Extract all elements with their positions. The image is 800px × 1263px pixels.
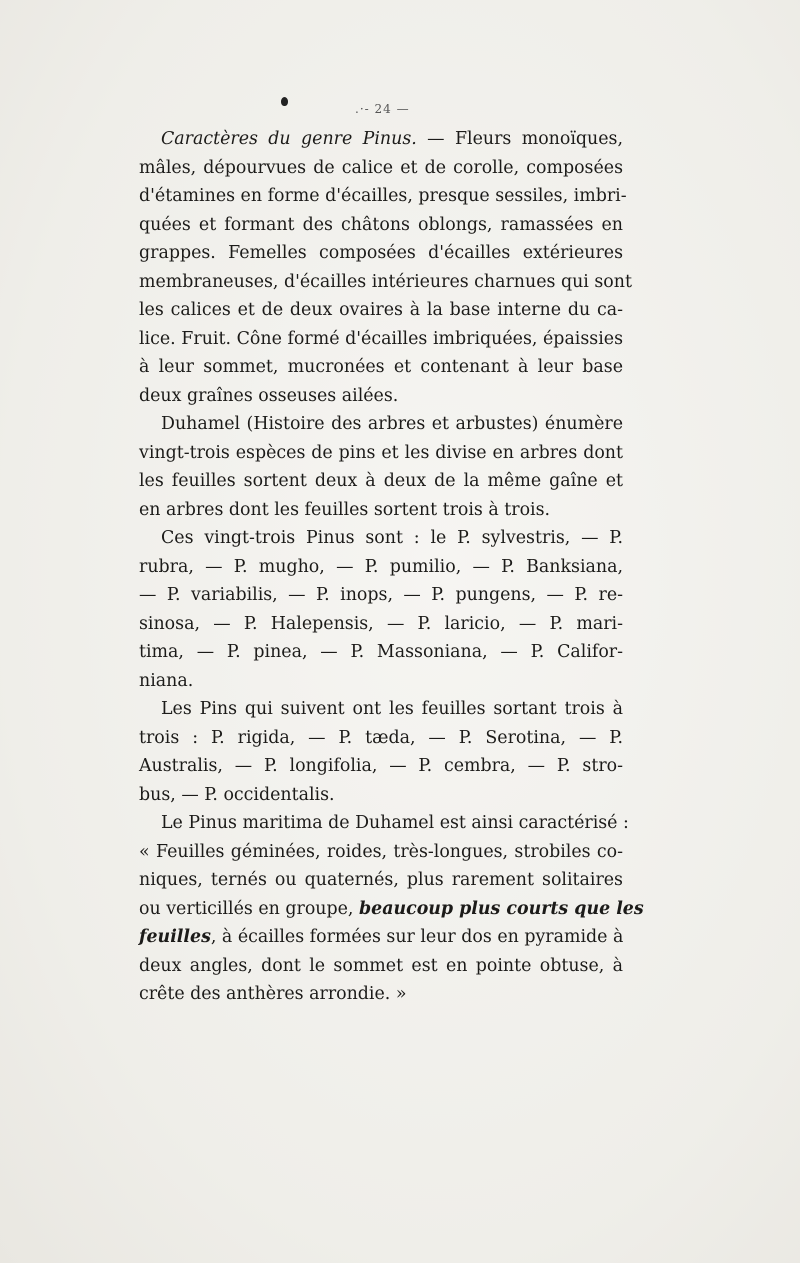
- text-line: tima, — P. pinea, — P. Massoniana, — P. Califor-: [139, 642, 623, 662]
- text-line: « Feuilles géminées, roides, très-longues, strobiles co-: [139, 841, 623, 862]
- text-line: Les Pins qui suivent ont les feuilles sortant trois à: [161, 699, 623, 719]
- text-line: sinosa, — P. Halepensis, — P. laricio, — P. mari-: [139, 613, 623, 634]
- paragraph-maritima: [139, 809, 644, 1009]
- text-line: Ces vingt-trois Pinus sont : le P. sylvestris, — P.: [161, 528, 623, 548]
- text-line: les calices et de deux ovaires à la base interne du ca-: [139, 300, 623, 320]
- body-text: [139, 125, 644, 1009]
- text-line: Duhamel (Histoire des arbres et arbustes) énumère: [161, 414, 623, 434]
- section-heading: Caractères du genre Pinus.: [161, 129, 417, 149]
- ink-spot-mark: [281, 97, 288, 106]
- text-line: deux graînes osseuses ailées.: [139, 385, 399, 406]
- text-line: mâles, dépourvues de calice et de corolle, composées: [139, 157, 623, 178]
- emphasis-text: feuilles: [139, 927, 211, 947]
- text-line: vingt-trois espèces de pins et les divise en arbres dont: [139, 442, 623, 463]
- text-line: Caractères du genre Pinus. — Fleurs monoïques,: [161, 129, 623, 149]
- text-line: grappes. Femelles composées d'écailles extérieures: [139, 243, 623, 263]
- text-line: crête des anthères arrondie. »: [139, 984, 407, 1004]
- text-line: deux angles, dont le sommet est en pointe obtuse, à: [139, 955, 623, 976]
- text-line: d'étamines en forme d'écailles, presque sessiles, imbri-: [139, 186, 627, 206]
- text-line: bus, — P. occidentalis.: [139, 784, 335, 805]
- emphasis-text: beaucoup plus courts que les: [358, 898, 644, 919]
- paragraph-three-leaves: [139, 695, 623, 809]
- paragraph-duhamel: [139, 410, 623, 524]
- text-line: rubra, — P. mugho, — P. pumilio, — P. Banksiana,: [139, 556, 623, 577]
- text-line: Le Pinus maritima de Duhamel est ainsi caractérisé :: [161, 813, 629, 833]
- text-line: niques, ternés ou quaternés, plus rarement solitaires: [139, 870, 623, 890]
- text-line: niana.: [139, 670, 194, 691]
- text-line: à leur sommet, mucronées et contenant à leur base: [139, 357, 623, 377]
- paragraph-twenty-three: [139, 524, 623, 695]
- text-line: feuilles, à écailles formées sur leur dos en pyramide à: [139, 927, 624, 947]
- text-line: les feuilles sortent deux à deux de la même gaîne et: [139, 471, 623, 491]
- text-line: membraneuses, d'écailles intérieures charnues qui sont: [139, 271, 632, 292]
- paragraph-characters: [139, 125, 632, 410]
- text-line: Australis, — P. longifolia, — P. cembra, — P. stro-: [139, 756, 623, 776]
- page-number: .·- 24 —: [355, 102, 410, 116]
- text-line: en arbres dont les feuilles sortent trois à trois.: [139, 499, 551, 520]
- text-line: quées et formant des châtons oblongs, ramassées en: [139, 214, 623, 235]
- text-line: trois : P. rigida, — P. tæda, — P. Serotina, — P.: [139, 727, 623, 748]
- text-line: ou verticillés en groupe, beaucoup plus courts que les: [139, 898, 644, 919]
- text-line: — P. variabilis, — P. inops, — P. pungens, — P. re-: [139, 585, 623, 605]
- text-line: lice. Fruit. Cône formé d'écailles imbriquées, épaissies: [139, 328, 623, 349]
